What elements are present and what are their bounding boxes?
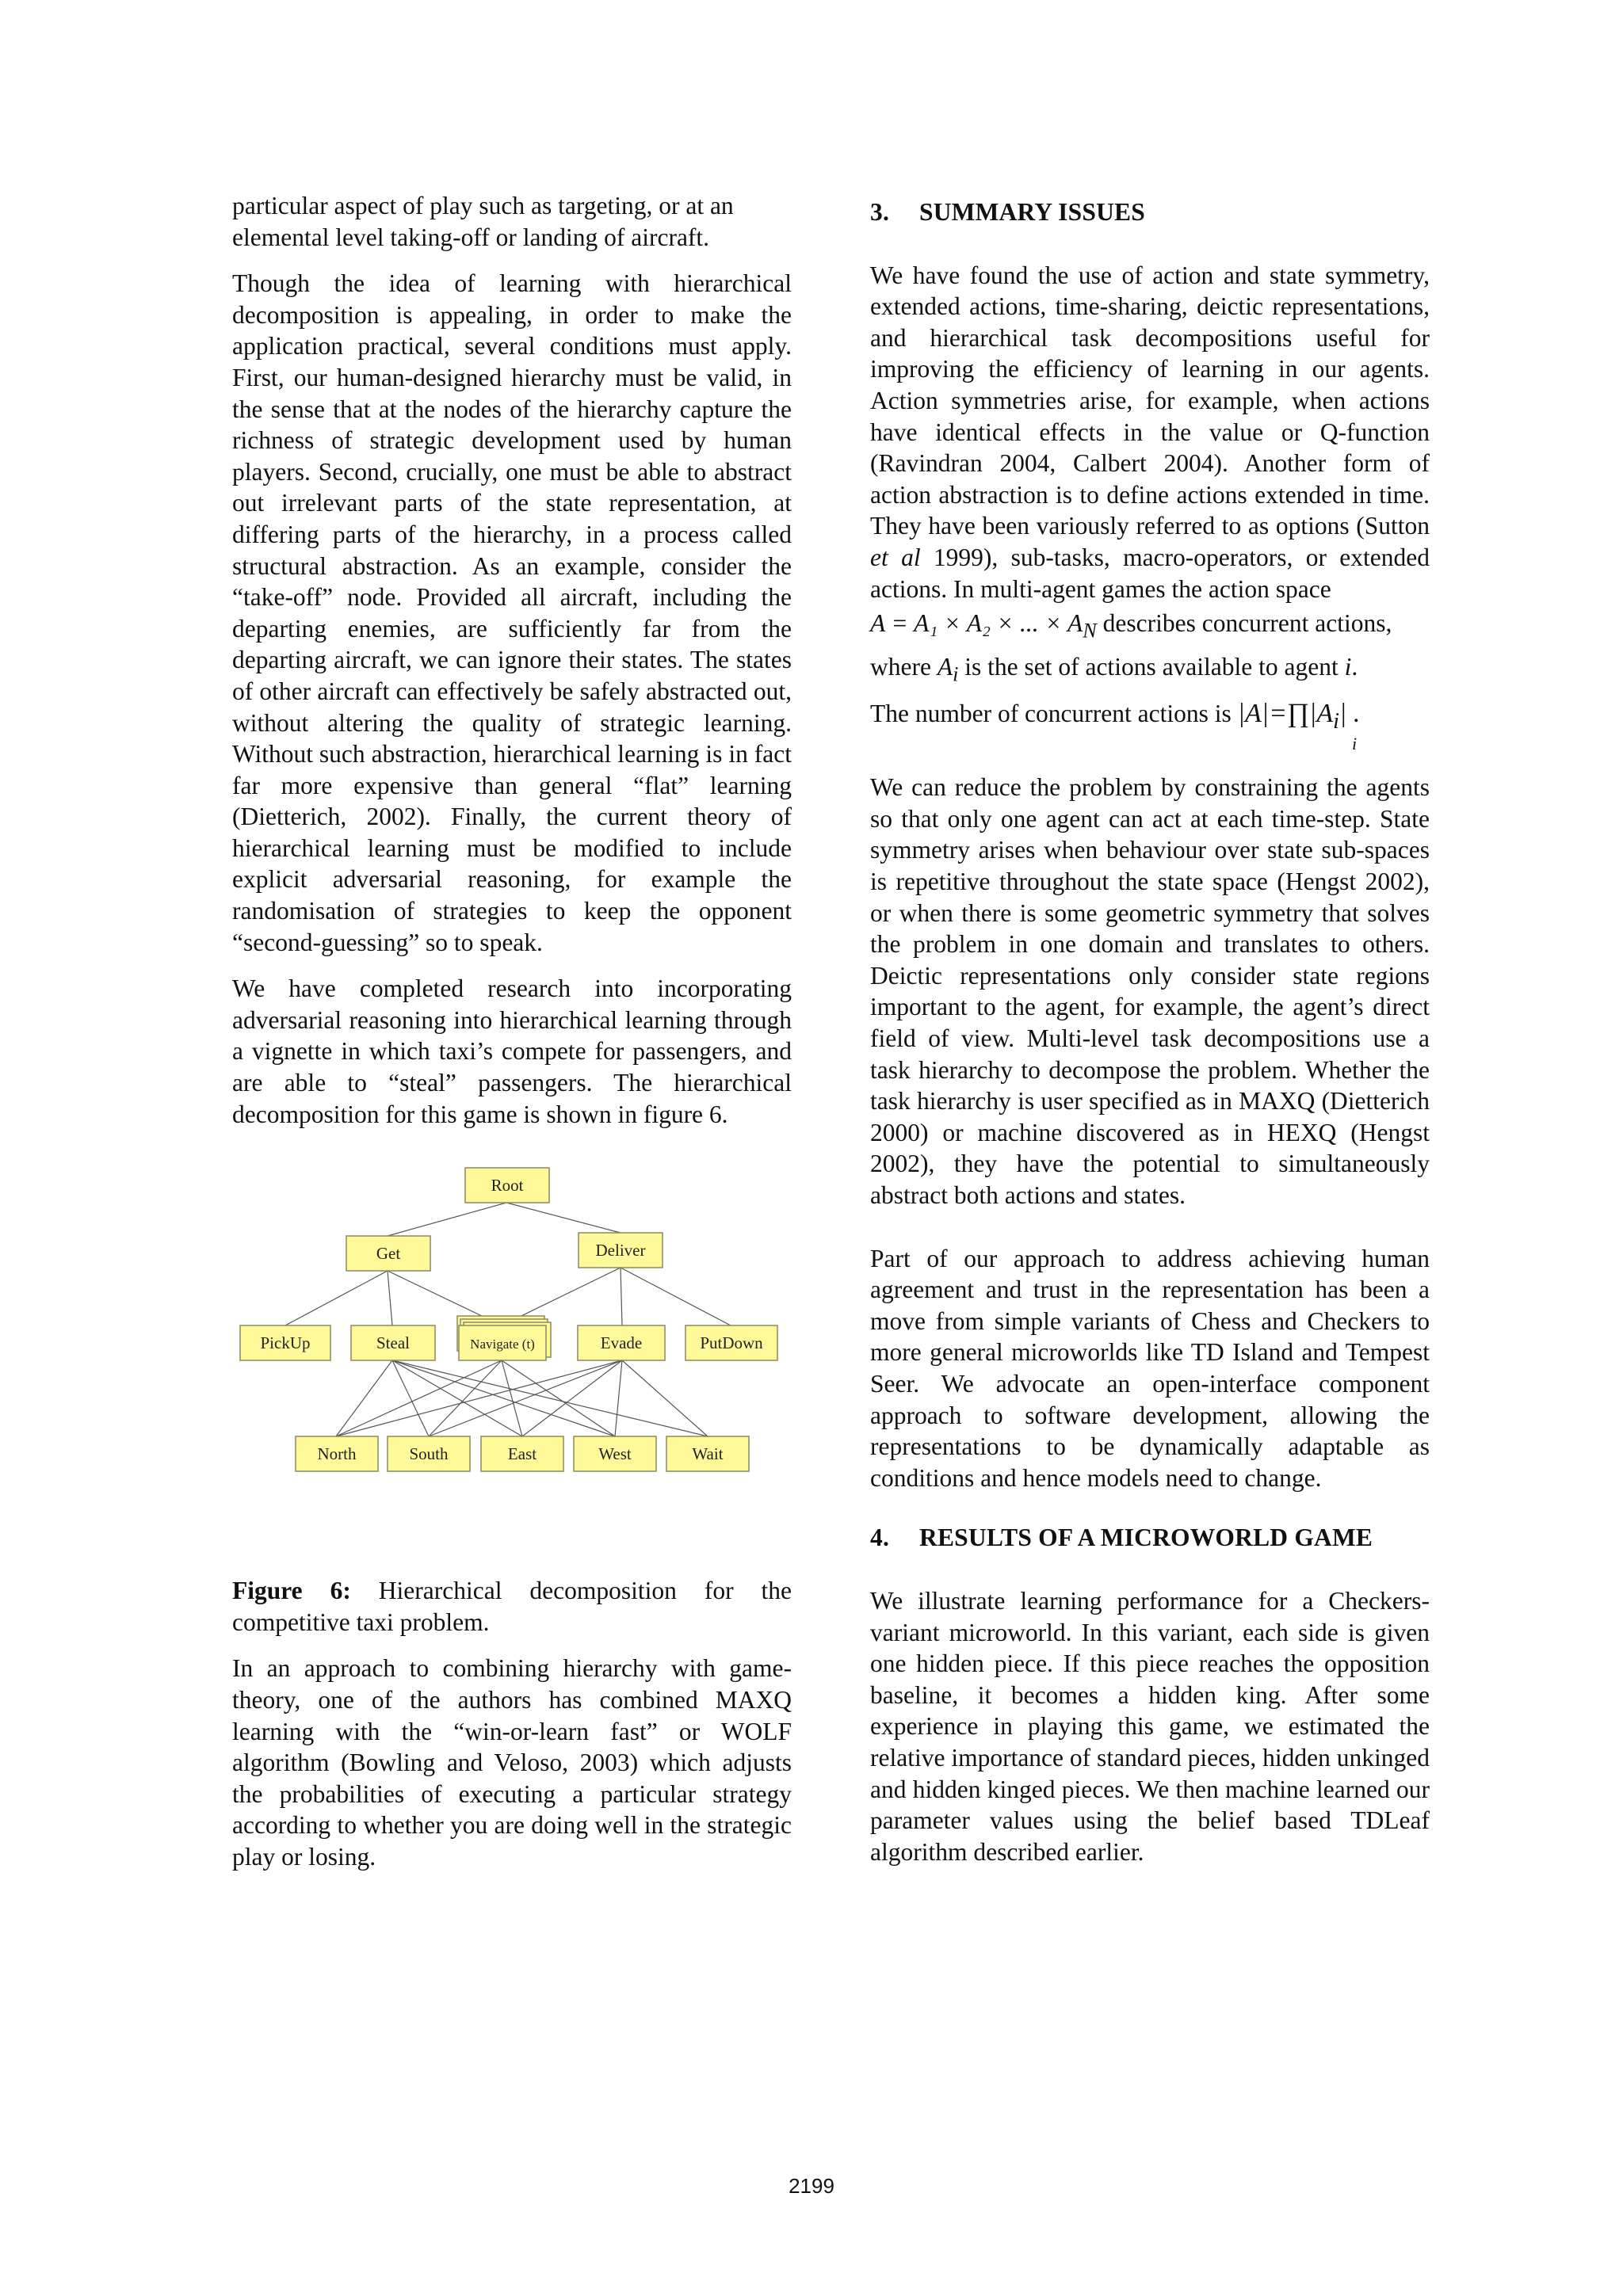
concurrent-actions-formula: $|A|=\prod|A_i|$ . [1237, 698, 1361, 734]
caption-text: Hierarchical decomposition for the competitive taxi problem. [232, 1577, 792, 1636]
paragraph-checkers-results: We illustrate learning performance for a Checkers-variant microworld. In this variant, each side is given one hidden piece. If this piece reaches the opposition baseline, it becomes a hidden king. After some experience in playing this game, we estimated the relative importance of standard pieces, hidden unkinged and hidden kinged pieces. We then machine learned our parameter values using the belief based TDLeaf algorithm described earlier. [870, 1586, 1430, 1866]
caption-label: Figure 6: [232, 1577, 351, 1605]
svg-text:Deliver: Deliver [595, 1241, 646, 1261]
paragraph-symmetry: We have found the use of action and state symmetry, extended actions, time-sharing, deictic representations, and hierarchical task decompositions useful for improving the efficiency of learning in our agents. Action symmetries arise, for example, when actions have identical effects in the value or Q-function (Ravindran 2004, Calbert 2004). Another form of action abstraction is to define actions extended in time. They have been variously referred to as options (Sutton et al 1999), sub-tasks, macro-operators, or extended actions. In multi-agent games the action space [870, 261, 1430, 603]
svg-text:Get: Get [376, 1244, 401, 1264]
paragraph-maxq-wolf: In an approach to combining hierarchy with game-theory, one of the authors has combined MAXQ learning with the “win-or-learn fast” or WOLF algorithm (Bowling and Veloso, 2003) which adjusts the probabilities of executing a particular strategy according to whether you are doing well in the strategic play or losing. [232, 1654, 792, 1871]
paragraph-hierarchical-conditions: Though the idea of learning with hierarchical decomposition is appealing, in order to make the application practical, several conditions must apply. First, our human-designed hierarchy must be valid, in the sense that at the nodes of the hierarchy capture the richness of strategic development used by human players. Second, crucially, one must be able to abstract out irrelevant parts of the state representation, at differing parts of the hierarchy, in a process called structural abstraction. As an example, consider the “take-off” node. Provided all aircraft, including the departing enemies, are sufficiently far from the departing aircraft, we can ignore their states. The states of other aircraft can effectively be safely abstracted out, without altering the quality of strategic learning. Without such abstraction, hierarchical learning is in fact far more expensive than general “flat” learning (Dietterich, 2002). Finally, the current theory of hierarchical learning must be modified to include explicit adversarial reasoning, for example the randomisation of strategies to keep the opponent “second-guessing” so to speak. [232, 269, 792, 956]
svg-text:South: South [409, 1444, 449, 1464]
edge-deliver-evade [621, 1268, 622, 1325]
product-index: i [1352, 733, 1358, 753]
node-west [574, 1436, 656, 1471]
svg-text:East: East [507, 1444, 537, 1464]
edge-root-deliver [506, 1203, 621, 1233]
edge-get-steal [388, 1271, 392, 1325]
node-root [465, 1168, 549, 1203]
figure-6-hierarchy-diagram [232, 1147, 792, 1575]
left-column [232, 190, 792, 1888]
right-column [870, 190, 1430, 1882]
agent-actions-line: where $A_i$ is the set of actions available to agent i. [870, 653, 1358, 686]
svg-text:PickUp: PickUp [260, 1333, 311, 1353]
edges-to-primitives [336, 1360, 708, 1436]
paragraph-human-agreement: Part of our approach to address achieving human agreement and trust in the representation has been a move from simple variants of Chess and Checkers to more general microworlds like TD Island and Tempest Seer. We advocate an open-interface component approach to software development, allowing the representations to be dynamically adaptable as conditions and hence models need to change. [870, 1244, 1430, 1492]
node-north [296, 1436, 378, 1471]
section-3-heading [870, 196, 1430, 228]
svg-text:Root: Root [491, 1176, 524, 1196]
figure-6-caption [232, 1575, 792, 1638]
section-4-number: 4. [870, 1524, 890, 1552]
paragraph-intro-continuation: particular aspect of play such as targeting, or at an elemental level taking-off or landing of aircraft. [232, 192, 734, 251]
section-4-title: RESULTS OF A MICROWORLD GAME [919, 1524, 1373, 1552]
node-wait [666, 1436, 749, 1471]
svg-text:North: North [317, 1444, 357, 1464]
node-putdown [685, 1325, 777, 1360]
svg-text:Evade: Evade [600, 1333, 643, 1353]
hierarchy-svg [232, 1147, 792, 1575]
etal-text: et al [870, 543, 921, 571]
svg-text:Wait: Wait [692, 1444, 724, 1464]
svg-text:Steal: Steal [376, 1333, 410, 1353]
node-deliver [579, 1233, 663, 1268]
svg-text:Navigate (t): Navigate (t) [470, 1337, 535, 1352]
agent-action-variable: $A_i$ [937, 653, 959, 686]
action-space-formula-line [870, 608, 1430, 646]
edge-get-pickup [285, 1271, 388, 1325]
concurrent-actions-line: The number of concurrent actions is $|A|=\prod|A_i|$ . i [870, 698, 1430, 737]
section-3-title: SUMMARY ISSUES [919, 198, 1145, 226]
edge-deliver-putdown [621, 1268, 731, 1325]
node-steal [351, 1325, 435, 1360]
node-south [388, 1436, 470, 1471]
page-number: 2199 [789, 2174, 834, 2198]
node-east [481, 1436, 563, 1471]
node-get [346, 1236, 430, 1271]
action-space-formula: A = A₁ × A₂ × ... × $A_N$ [870, 609, 1097, 643]
formula-description: describes concurrent actions, [1096, 609, 1392, 638]
node-navigate [457, 1316, 551, 1360]
svg-text:PutDown: PutDown [700, 1333, 763, 1353]
edge-root-get [388, 1203, 506, 1236]
node-evade [578, 1325, 665, 1360]
paragraph-state-symmetry: We can reduce the problem by constraining the agents so that only one agent can act at each time-step. State symmetry arises when behaviour over state sub-spaces is repetitive throughout the state space (Hengst 2002), or when there is some geometric symmetry that solves the problem in one domain and translates to others. Deictic representations only consider state regions important to the agent, for example, the agent’s direct field of view. Multi-level task decompositions use a task hierarchy to decompose the problem. Whether the task hierarchy is user specified as in MAXQ (Dietterich 2000) or machine discovered as in HEXQ (Hengst 2002), they have the potential to simultaneously abstract both actions and states. [870, 773, 1430, 1210]
section-3-number: 3. [870, 198, 890, 226]
section-4-heading [870, 1522, 1430, 1554]
paragraph-taxi-vignette: We have completed research into incorporating adversarial reasoning into hierarchical learning through a vignette in which taxi’s compete for passengers, and are able to “steal” passengers. The hierarchical decomposition for this game is shown in figure 6. [232, 974, 792, 1128]
svg-text:West: West [598, 1444, 632, 1464]
node-pickup [240, 1325, 330, 1360]
